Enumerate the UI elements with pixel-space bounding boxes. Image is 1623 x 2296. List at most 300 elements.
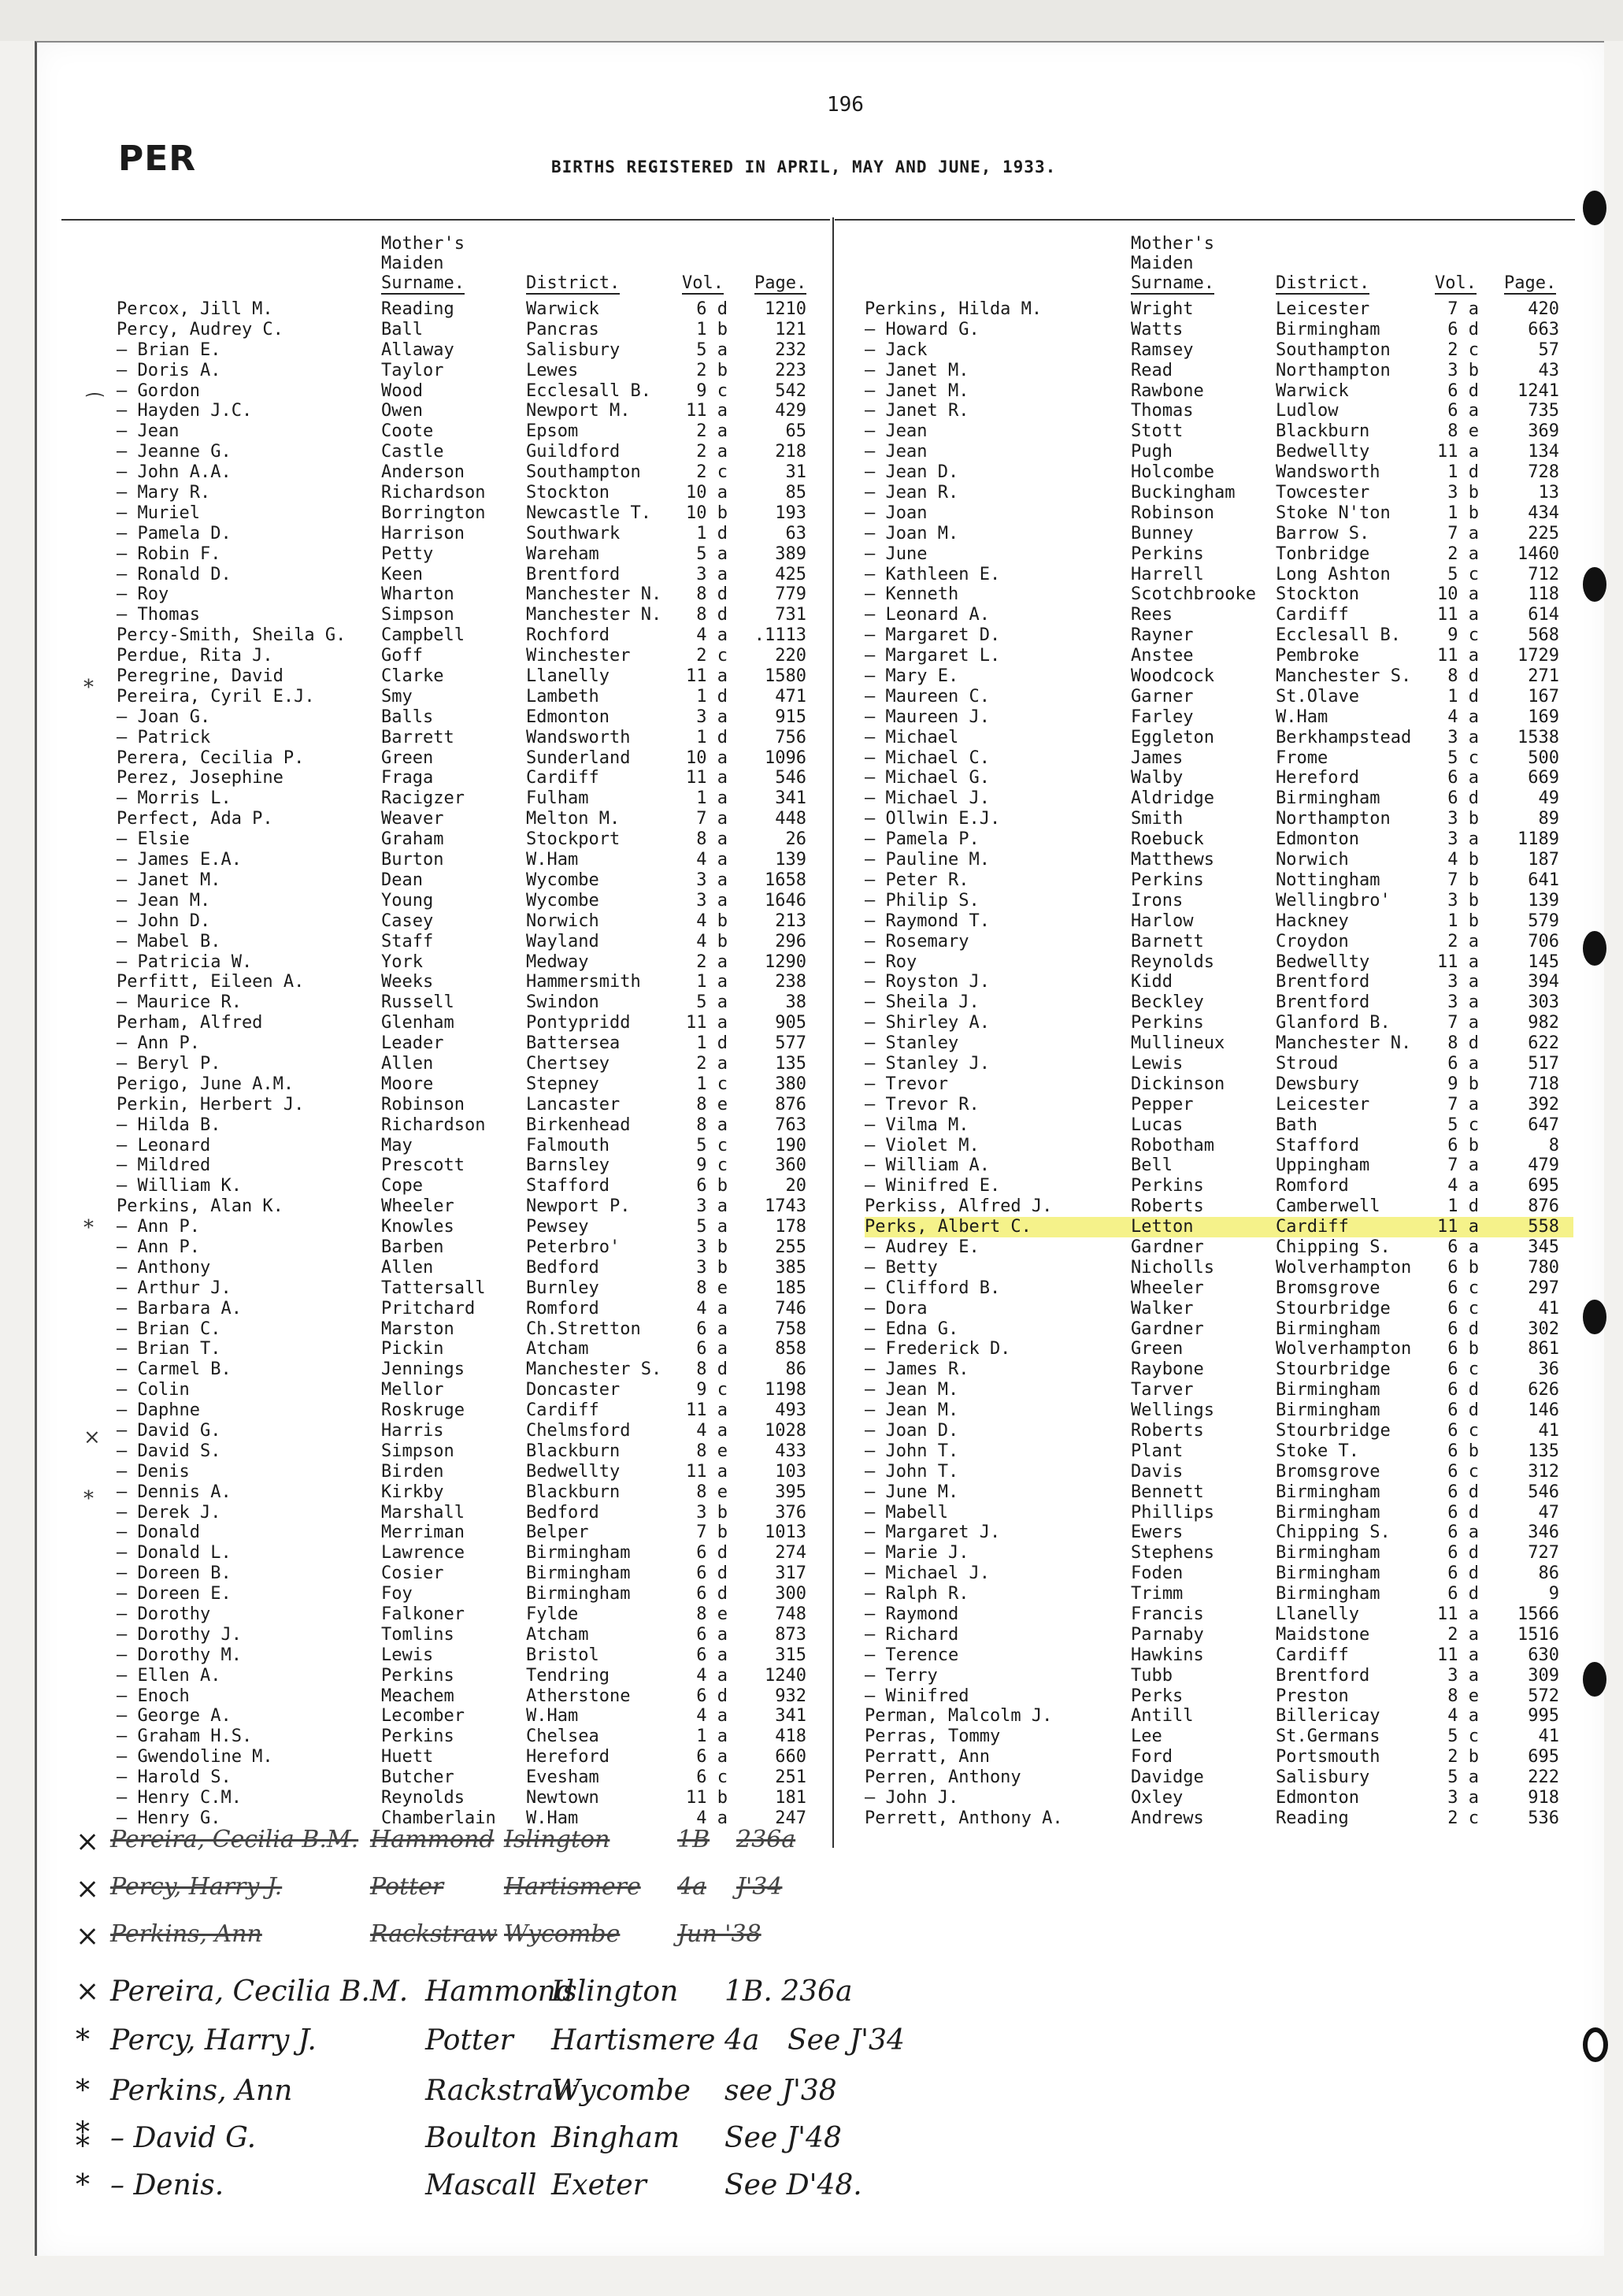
- handwritten-field: 236a: [736, 1826, 796, 1853]
- entry-maiden: Clarke: [381, 666, 444, 687]
- entry-page: 36: [1538, 1359, 1559, 1380]
- entry-district: Birmingham: [1276, 1563, 1380, 1584]
- entry-page: 300: [775, 1584, 806, 1604]
- entry-maiden: Ewers: [1131, 1523, 1184, 1543]
- entry-maiden: Wright: [1131, 299, 1194, 319]
- entry-vol: 2 c: [1447, 339, 1479, 360]
- entry-page: 181: [775, 1788, 806, 1808]
- entry-page: 746: [775, 1298, 806, 1319]
- entry-page: 568: [1528, 625, 1559, 646]
- entry-maiden: Barnett: [1131, 931, 1204, 951]
- entry-name: — June M.: [865, 1482, 959, 1502]
- entry-page: 1198: [765, 1380, 806, 1400]
- entry-page: 251: [775, 1767, 806, 1788]
- entry-row: [865, 891, 1573, 911]
- entry-name: Perkiss, Alfred J.: [865, 1196, 1053, 1217]
- handwritten-field: See J'48: [724, 2122, 842, 2154]
- entry-maiden: Gardner: [1131, 1319, 1204, 1339]
- entry-vol: 1 d: [696, 1033, 728, 1054]
- struck-handwritten-entry: [0, 1920, 945, 1968]
- entry-vol: 2 c: [696, 462, 728, 483]
- entry-name: — Kenneth: [865, 584, 959, 605]
- entry-district: Edmonton: [1276, 1788, 1359, 1808]
- entry-district: Burnley: [526, 1278, 599, 1298]
- margin-asterisk-mark: *: [83, 1216, 94, 1240]
- entry-vol: 6 c: [1447, 1298, 1479, 1319]
- entry-vol: 1 b: [1447, 911, 1479, 931]
- entry-maiden: Dickinson: [1131, 1074, 1225, 1094]
- entry-district: W.Ham: [526, 850, 579, 870]
- entry-page: 31: [785, 462, 806, 483]
- entry-page: 220: [775, 646, 806, 666]
- entry-page: 479: [1528, 1155, 1559, 1176]
- entry-maiden: Davis: [1131, 1461, 1184, 1482]
- entry-vol: 9 c: [1447, 625, 1479, 646]
- entry-marker: ×: [76, 1975, 100, 2008]
- maiden-header: Mother's Maiden Surname.: [381, 234, 465, 293]
- entry-page: 190: [775, 1135, 806, 1155]
- entry-page: 169: [1528, 707, 1559, 727]
- entry-page: 915: [775, 707, 806, 727]
- entry-row: [865, 1299, 1573, 1319]
- entry-page: 103: [775, 1461, 806, 1482]
- entry-row: [865, 1523, 1573, 1543]
- entry-maiden: Green: [1131, 1339, 1184, 1359]
- entry-row: [865, 1543, 1573, 1563]
- entry-name: — Leonard A.: [865, 605, 990, 625]
- entry-name: — Janet R.: [865, 401, 969, 421]
- entry-district: Leicester: [1276, 299, 1370, 319]
- entry-vol: 2 b: [1447, 1747, 1479, 1767]
- entry-row: [865, 1563, 1573, 1584]
- entry-maiden: Ford: [1131, 1747, 1173, 1767]
- handwritten-field: – Denis.: [110, 2169, 224, 2201]
- entry-page: 232: [775, 339, 806, 360]
- entry-name: Perman, Malcolm J.: [865, 1706, 1053, 1727]
- entry-name: Perrett, Anthony A.: [865, 1808, 1063, 1828]
- entry-district: Stockport: [526, 829, 621, 850]
- entry-name: Perdue, Rita J.: [117, 646, 273, 666]
- entry-name: — Patrick: [117, 727, 211, 747]
- entry-page: 1028: [765, 1420, 806, 1441]
- entry-name: — Carmel B.: [117, 1359, 232, 1380]
- entry-maiden: Perkins: [1131, 870, 1204, 890]
- entry-page: 641: [1528, 870, 1559, 890]
- entry-vol: 2 a: [696, 421, 728, 442]
- entry-vol: 6 a: [1447, 1523, 1479, 1543]
- entry-maiden: Garner: [1131, 686, 1194, 707]
- entry-page: 429: [775, 401, 806, 421]
- entry-vol: 9 b: [1447, 1074, 1479, 1094]
- entry-row: [117, 666, 825, 687]
- left-column-header: [117, 222, 825, 299]
- entry-page: 731: [775, 605, 806, 625]
- entry-district: Ecclesall B.: [1276, 625, 1401, 646]
- handwritten-struck-entries: [0, 1826, 945, 1983]
- entry-district: Pancras: [526, 319, 599, 339]
- entry-row: [865, 584, 1573, 605]
- entry-maiden: Ball: [381, 319, 423, 339]
- entry-page: 274: [775, 1543, 806, 1563]
- entry-row: [117, 1339, 825, 1359]
- entry-page: 434: [1528, 503, 1559, 523]
- entry-name: — Rosemary: [865, 931, 969, 951]
- entry-maiden: Knowles: [381, 1217, 454, 1237]
- entry-district: Barnsley: [526, 1155, 610, 1176]
- entry-vol: 6 a: [696, 1747, 728, 1767]
- entry-name: — Morris L.: [117, 788, 232, 809]
- entry-row: [117, 911, 825, 932]
- entry-name: — Ollwin E.J.: [865, 809, 1001, 829]
- entry-district: Wareham: [526, 543, 599, 564]
- entry-district: Bedwellty: [1276, 951, 1370, 972]
- entry-district: Romford: [526, 1298, 599, 1319]
- entry-vol: 11 a: [1437, 646, 1479, 666]
- entry-row: [117, 605, 825, 625]
- struck-handwritten-entry: [0, 1826, 945, 1873]
- entry-district: Battersea: [526, 1033, 621, 1054]
- entry-name: — Trevor R.: [865, 1094, 980, 1115]
- entry-vol: 6 a: [696, 1339, 728, 1359]
- entry-district: Ch.Stretton: [526, 1319, 641, 1339]
- entry-vol: 3 a: [696, 870, 728, 890]
- entry-page: 876: [1528, 1196, 1559, 1217]
- entry-name: — Trevor: [865, 1074, 948, 1094]
- entry-district: Cardiff: [526, 1400, 599, 1421]
- entry-page: 858: [775, 1339, 806, 1359]
- entry-name: — Joan D.: [865, 1420, 959, 1441]
- entry-page: 360: [775, 1155, 806, 1176]
- entry-vol: 3 b: [1447, 890, 1479, 911]
- left-column: [117, 222, 825, 1829]
- entry-marker: *: [76, 2024, 90, 2057]
- entry-vol: 10 a: [1437, 584, 1479, 605]
- entry-name: — Vilma M.: [865, 1115, 969, 1135]
- entry-vol: 10 a: [686, 483, 728, 503]
- entry-district: Wolverhampton: [1276, 1257, 1412, 1278]
- entry-vol: 7 a: [1447, 523, 1479, 543]
- entry-page: 622: [1528, 1033, 1559, 1054]
- entry-maiden: Wharton: [381, 584, 454, 605]
- entry-row: [865, 1727, 1573, 1747]
- entry-name: — Dora: [865, 1298, 928, 1319]
- entry-maiden: Fraga: [381, 768, 434, 788]
- entry-page: 756: [775, 727, 806, 747]
- entry-name: — Pauline M.: [865, 850, 990, 870]
- entry-vol: 5 a: [696, 543, 728, 564]
- entry-maiden: Anderson: [381, 462, 465, 483]
- entry-page: 213: [775, 911, 806, 931]
- entry-maiden: Tomlins: [381, 1624, 454, 1645]
- right-column-header: [865, 222, 1573, 299]
- entry-row: [865, 1462, 1573, 1482]
- entry-maiden: Francis: [1131, 1604, 1204, 1624]
- entry-district: Berkhampstead: [1276, 727, 1412, 747]
- entry-page: 134: [1528, 442, 1559, 462]
- entry-vol: 3 a: [1447, 1665, 1479, 1686]
- entry-row: [865, 870, 1573, 891]
- entry-district: Belper: [526, 1523, 589, 1543]
- entry-maiden: Robinson: [1131, 503, 1214, 523]
- entry-page: 1538: [1517, 727, 1559, 747]
- entry-district: Blackburn: [1276, 421, 1370, 442]
- entry-maiden: Roberts: [1131, 1420, 1204, 1441]
- entry-vol: 4 a: [696, 1706, 728, 1727]
- entry-maiden: Woodcock: [1131, 666, 1214, 687]
- entry-name: — Mildred: [117, 1155, 211, 1176]
- entry-vol: 4 a: [1447, 707, 1479, 727]
- entry-vol: 6 b: [1447, 1135, 1479, 1155]
- entry-name: — George A.: [117, 1706, 232, 1727]
- struck-handwritten-entry: [0, 1873, 945, 1920]
- entry-row: [865, 1319, 1573, 1340]
- entry-row: [865, 1359, 1573, 1380]
- entry-page: 341: [775, 1706, 806, 1727]
- entry-row: [117, 584, 825, 605]
- entry-district: Ecclesall B.: [526, 380, 651, 401]
- entry-maiden: Perkins: [1131, 543, 1204, 564]
- entry-vol: 1 d: [696, 523, 728, 543]
- entry-row: [117, 768, 825, 788]
- entry-row: [117, 1013, 825, 1033]
- entry-row: [117, 483, 825, 503]
- entry-district: Fylde: [526, 1604, 579, 1624]
- entry-row: [117, 1788, 825, 1808]
- entry-vol: 5 c: [1447, 1727, 1479, 1747]
- entry-page: 536: [1528, 1808, 1559, 1828]
- entry-maiden: Owen: [381, 401, 423, 421]
- entry-page: 41: [1538, 1298, 1559, 1319]
- entry-district: Wycombe: [526, 870, 599, 890]
- entry-district: Epsom: [526, 421, 579, 442]
- entry-page: 1189: [1517, 829, 1559, 850]
- entry-vol: 1 c: [696, 1074, 728, 1094]
- entry-district: Glanford B.: [1276, 1013, 1391, 1033]
- entry-row: [865, 381, 1573, 402]
- entry-page: 238: [775, 972, 806, 992]
- entry-name: Perren, Anthony: [865, 1767, 1021, 1788]
- entry-page: 500: [1528, 747, 1559, 768]
- entry-maiden: Wheeler: [381, 1196, 454, 1217]
- entry-vol: 6 d: [1447, 380, 1479, 401]
- entry-page: 546: [775, 768, 806, 788]
- entry-district: Nottingham: [1276, 870, 1380, 890]
- entry-page: 660: [775, 1747, 806, 1767]
- entry-page: 614: [1528, 605, 1559, 625]
- entry-name: — Jean D.: [865, 462, 959, 483]
- entry-vol: 1 d: [696, 686, 728, 707]
- entry-maiden: Petty: [381, 543, 434, 564]
- handwritten-field: Exeter: [551, 2169, 647, 2201]
- entry-row: [117, 1237, 825, 1258]
- entry-name: Perigo, June A.M.: [117, 1074, 295, 1094]
- entry-page: 38: [785, 992, 806, 1013]
- entry-district: Doncaster: [526, 1380, 621, 1400]
- entry-row: [117, 320, 825, 340]
- entry-name: — Thomas: [117, 605, 200, 625]
- entry-maiden: Cosier: [381, 1563, 444, 1584]
- entry-district: Atcham: [526, 1339, 589, 1359]
- entry-district: Hammersmith: [526, 972, 641, 992]
- page-heading: BIRTHS REGISTERED IN APRIL, MAY AND JUNE, 1933.: [551, 158, 1057, 176]
- entry-maiden: Harrell: [1131, 564, 1204, 584]
- entry-name: Perez, Josephine: [117, 768, 283, 788]
- entry-row: [117, 932, 825, 952]
- entry-name: — Margaret L.: [865, 646, 1001, 666]
- entry-district: Stourbridge: [1276, 1420, 1391, 1441]
- entry-maiden: Lewis: [381, 1645, 434, 1665]
- entry-name: — Dorothy J.: [117, 1624, 242, 1645]
- entry-page: 118: [1528, 584, 1559, 605]
- entry-name: — James R.: [865, 1359, 969, 1380]
- entry-row: [865, 932, 1573, 952]
- entry-district: W.Ham: [526, 1706, 579, 1727]
- entry-district: Camberwell: [1276, 1196, 1380, 1217]
- entry-maiden: Andrews: [1131, 1808, 1204, 1828]
- entry-vol: 4 b: [1447, 850, 1479, 870]
- entry-page: 346: [1528, 1523, 1559, 1543]
- entry-district: Manchester N.: [1276, 1033, 1412, 1054]
- entry-page: 873: [775, 1624, 806, 1645]
- entry-district: Newport P.: [526, 1196, 631, 1217]
- entry-name: — Audrey E.: [865, 1237, 980, 1257]
- entry-page: 255: [775, 1237, 806, 1257]
- entry-vol: 5 a: [696, 992, 728, 1013]
- entry-row: [865, 1033, 1573, 1054]
- entry-row: [117, 972, 825, 992]
- entry-vol: 7 a: [696, 809, 728, 829]
- entry-vol: 6 b: [696, 1176, 728, 1196]
- entry-page: 247: [775, 1808, 806, 1828]
- entry-name: — Michael J.: [865, 788, 990, 809]
- district-header: District.: [526, 273, 621, 293]
- entry-page: 758: [775, 1319, 806, 1339]
- entry-maiden: Tarver: [1131, 1380, 1194, 1400]
- punch-hole-open: [1583, 2027, 1608, 2062]
- entry-name: — Richard: [865, 1624, 959, 1645]
- entry-page: 905: [775, 1013, 806, 1033]
- entry-district: W.Ham: [1276, 707, 1328, 727]
- entry-page: 26: [785, 829, 806, 850]
- entry-row: [117, 1196, 825, 1217]
- entry-page: 728: [1528, 462, 1559, 483]
- entry-page: 861: [1528, 1339, 1559, 1359]
- entry-name: — Jean M.: [865, 1380, 959, 1400]
- entry-maiden: Raybone: [1131, 1359, 1204, 1380]
- handwritten-entry: [0, 2075, 945, 2122]
- entry-page: 146: [1528, 1400, 1559, 1421]
- entry-row: [865, 1503, 1573, 1523]
- entry-maiden: Taylor: [381, 360, 444, 380]
- entry-maiden: Russell: [381, 992, 454, 1013]
- entry-maiden: Thomas: [1131, 401, 1194, 421]
- entry-page: 995: [1528, 1706, 1559, 1727]
- entry-district: Stourbridge: [1276, 1359, 1391, 1380]
- entry-district: Rochford: [526, 625, 610, 646]
- entry-page: 1460: [1517, 543, 1559, 564]
- entry-name: — Enoch: [117, 1686, 190, 1706]
- entry-page: 1210: [765, 299, 806, 319]
- entry-row: [117, 361, 825, 381]
- entry-district: Warwick: [526, 299, 599, 319]
- entry-maiden: Smy: [381, 686, 413, 707]
- entry-page: 1729: [1517, 646, 1559, 666]
- entry-district: Pewsey: [526, 1217, 589, 1237]
- entry-marker: *: [76, 2169, 90, 2201]
- entry-maiden: Roberts: [1131, 1196, 1204, 1217]
- entry-page: 13: [1538, 483, 1559, 503]
- entry-maiden: Perkins: [1131, 1176, 1204, 1196]
- handwritten-field: – David G.: [110, 2122, 257, 2154]
- entry-page: 735: [1528, 401, 1559, 421]
- entry-district: Bristol: [526, 1645, 599, 1665]
- entry-name: — Dennis A.: [117, 1482, 232, 1502]
- entry-name: — Mary R.: [117, 483, 211, 503]
- entry-page: 49: [1538, 788, 1559, 809]
- entry-name: — Janet M.: [865, 380, 969, 401]
- entry-maiden: Robotham: [1131, 1135, 1214, 1155]
- handwritten-field: see J'38: [724, 2075, 837, 2107]
- entry-district: Brentford: [526, 564, 621, 584]
- entry-name: — Patricia W.: [117, 951, 253, 972]
- handwritten-field: Potter: [425, 2024, 513, 2057]
- entry-name: — David S.: [117, 1441, 221, 1461]
- entry-row: [117, 1767, 825, 1788]
- entry-name: — Roy: [117, 584, 169, 605]
- entry-row: [117, 870, 825, 891]
- entry-row: [117, 687, 825, 707]
- entry-district: Wayland: [526, 931, 599, 951]
- entry-maiden: Matthews: [1131, 850, 1214, 870]
- entry-district: Manchester S.: [526, 1359, 662, 1380]
- entry-maiden: Rayner: [1131, 625, 1194, 646]
- entry-row: [865, 1237, 1573, 1258]
- entry-district: Brentford: [1276, 972, 1370, 992]
- entry-district: Norwich: [526, 911, 599, 931]
- punch-hole: [1583, 1662, 1606, 1697]
- entry-maiden: Green: [381, 747, 434, 768]
- entry-name: — Henry C.M.: [117, 1788, 242, 1808]
- entry-row: [865, 1767, 1573, 1788]
- entry-marker: ⁑: [76, 2122, 90, 2154]
- entry-name: — Hayden J.C.: [117, 401, 253, 421]
- entry-name: — Jean M.: [117, 890, 211, 911]
- entry-district: Stafford: [526, 1176, 610, 1196]
- entry-vol: 1 d: [1447, 1196, 1479, 1217]
- entry-row: [117, 748, 825, 769]
- entry-vol: 6 b: [1447, 1339, 1479, 1359]
- entry-page: 297: [1528, 1278, 1559, 1298]
- entry-row: [117, 1686, 825, 1707]
- entry-row: [117, 1054, 825, 1074]
- entry-vol: 3 a: [1447, 992, 1479, 1013]
- entry-vol: 4 b: [696, 931, 728, 951]
- header-rule-right: [835, 219, 1575, 221]
- entry-maiden: Davidge: [1131, 1767, 1204, 1788]
- entry-maiden: Plant: [1131, 1441, 1184, 1461]
- entry-maiden: James: [1131, 747, 1184, 768]
- entry-district: Fulham: [526, 788, 589, 809]
- entry-page: 626: [1528, 1380, 1559, 1400]
- entry-row: [865, 1788, 1573, 1808]
- entry-maiden: Harlow: [1131, 911, 1194, 931]
- entry-district: Bromsgrove: [1276, 1278, 1380, 1298]
- entry-name: Perks, Albert C.: [865, 1217, 1032, 1237]
- entry-name: — Donald L.: [117, 1543, 232, 1563]
- entry-page: 89: [1538, 809, 1559, 829]
- entry-name: — Brian C.: [117, 1319, 221, 1339]
- entry-name: — Hilda B.: [117, 1115, 221, 1135]
